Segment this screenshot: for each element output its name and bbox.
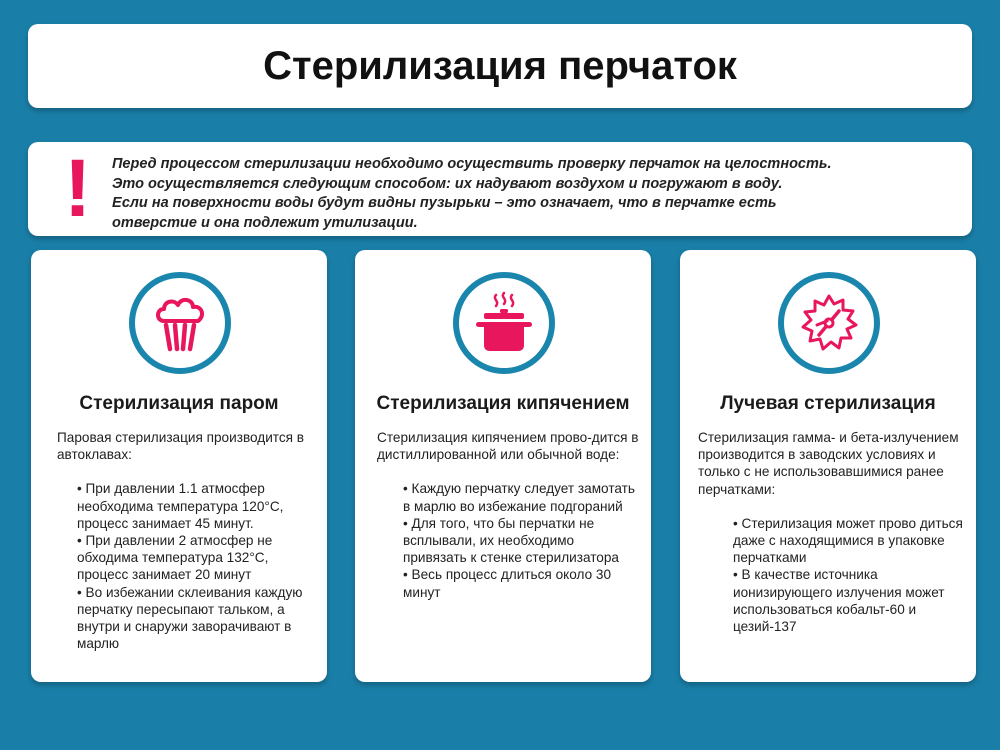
bullet-list [77,480,315,652]
bullet-list [403,480,639,600]
card-body [698,429,970,635]
icon-ring [129,272,231,374]
bullet-list [733,515,970,635]
list-item: • При давлении 2 атмосфер не обходима температура 132°C, процесс занимает 20 минут [77,533,273,583]
note-line: Если на поверхности воды будут видны пузырьки – это означает, что в перчатке есть [112,195,777,211]
boiling-pot-icon [472,291,536,355]
card-heading: Стерилизация паром [79,393,279,414]
card-body [57,429,315,652]
list-item: • Весь процесс длиться около 30 минут [403,567,612,600]
list-item: • Во избежании склеивания каждую перчатку пересыпают тальком, а внутри и снаружи заворачивают в марлю [77,584,303,652]
list-item: • В качестве источника ионизирующего излучения может использоваться кобальт-60 и цезий-137 [733,567,945,635]
title-panel [28,24,972,108]
list-item: • Каждую перчатку следует замотать в марлю во избежание подгораний [403,481,635,514]
note-line: Это осуществляется следующим способом: их надувают воздухом и погружают в воду. [112,175,783,192]
icon-ring [778,272,880,374]
card-heading: Лучевая стерилизация [720,393,936,414]
note-line: Перед процессом стерилизации необходимо осуществить проверку перчаток на целостность. [112,156,832,172]
radiation-burst-icon [797,291,861,355]
warning-note-text [112,155,952,233]
card-heading: Стерилизация кипячением [376,393,630,414]
card-intro: Стерилизация гамма- и бета-излучением производится в заводских условиях и только с не использовавшимися ранее перчатками: [698,430,959,497]
list-item: • Для того, что бы перчатки не всплывали, их необходимо привязать к стенке стерилизатора [403,515,619,566]
list-item: • При давлении 1.1 атмосфер необходима температура 120°C, процесс занимает 45 минут. [77,481,284,531]
card-intro: Стерилизация кипячением прово-дится в дистиллированной или обычной воде: [377,430,639,463]
list-item: • Стерилизация может прово диться даже с находящимися в упаковке перчатками [733,515,963,566]
card-intro: Паровая стерилизация производится в автоклавах: [57,430,305,463]
exclamation-icon: ! [64,143,92,234]
steam-cloud-icon [148,291,212,355]
icon-ring [453,272,555,374]
card-radiation [680,250,976,682]
card-steam [31,250,327,682]
card-boiling [355,250,651,682]
card-body [377,429,639,601]
note-line: отверстие и она подлежит утилизации. [112,214,418,231]
page-title: Стерилизация перчаток [263,43,737,88]
